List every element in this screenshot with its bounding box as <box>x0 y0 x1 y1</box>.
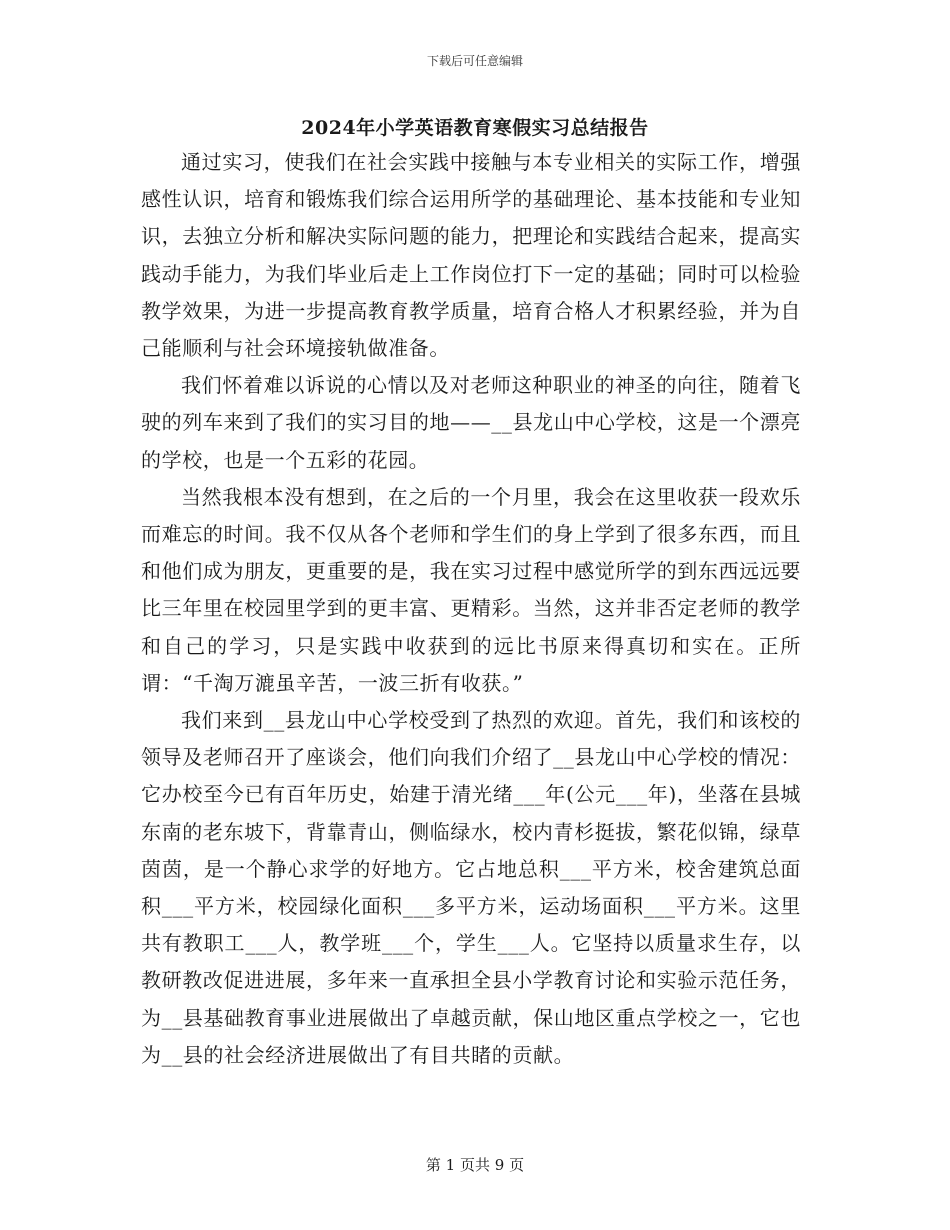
page-number: 第 1 页共 9 页 <box>425 1156 525 1174</box>
document-title: 2024年小学英语教育寒假实习总结报告 <box>301 117 649 139</box>
paragraph-1: 通过实习，使我们在社会实践中接触与本专业相关的实际工作，增强感性认识，培育和锻炼我们综合运用所学的基础理论、基本技能和专业知识，去独立分析和解决实际问题的能力，把理论和实践结合起来，提高实践动手能力，为我们毕业后走上工作岗位打下一定的基础；同时可以检验教学效果，为进一步提高教育教学质量，培育合格人才积累经验，并为自己能顺利与社会环境接轨做准备。 <box>141 150 801 361</box>
document-body <box>141 144 801 1074</box>
paragraph-3: 当然我根本没有想到，在之后的一个月里，我会在这里收获一段欢乐而难忘的时间。我不仅从各个老师和学生们的身上学到了很多东西，而且和他们成为朋友，更重要的是，我在实习过程中感觉所学的到东西远远要比三年里在校园里学到的更丰富、更精彩。当然，这并非否定老师的教学和自己的学习，只是实践中收获到的远比书原来得真切和实在。正所谓：“千淘万漉虽辛苦，一波三折有收获。” <box>141 484 801 695</box>
page-header-note: 下载后可任意编辑 <box>426 54 523 68</box>
paragraph-2: 我们怀着难以诉说的心情以及对老师这种职业的神圣的向往，随着飞驶的列车来到了我们的实习目的地——__县龙山中心学校，这是一个漂亮的学校，也是一个五彩的花园。 <box>141 373 801 472</box>
paragraph-4: 我们来到__县龙山中心学校受到了热烈的欢迎。首先，我们和该校的领导及老师召开了座谈会，他们向我们介绍了__县龙山中心学校的情况：它办校至今已有百年历史，始建于清光绪___年(公元___年)，坐落在县城东南的老东坡下，背靠青山，侧临绿水，校内青杉挺拔，繁花似锦，绿草茵茵，是一个静心求学的好地方。它占地总积___平方米，校舍建筑总面积___平方米，校园绿化面积___多平方米，运动场面积___平方米。这里共有教职工___人，教学班___个，学生___人。它坚持以质量求生存，以教研教改促进进展，多年来一直承担全县小学教育讨论和实验示范任务，为__县基础教育事业进展做出了卓越贡献，保山地区重点学校之一，它也为__县的社会经济进展做出了有目共睹的贡献。 <box>141 708 801 1067</box>
